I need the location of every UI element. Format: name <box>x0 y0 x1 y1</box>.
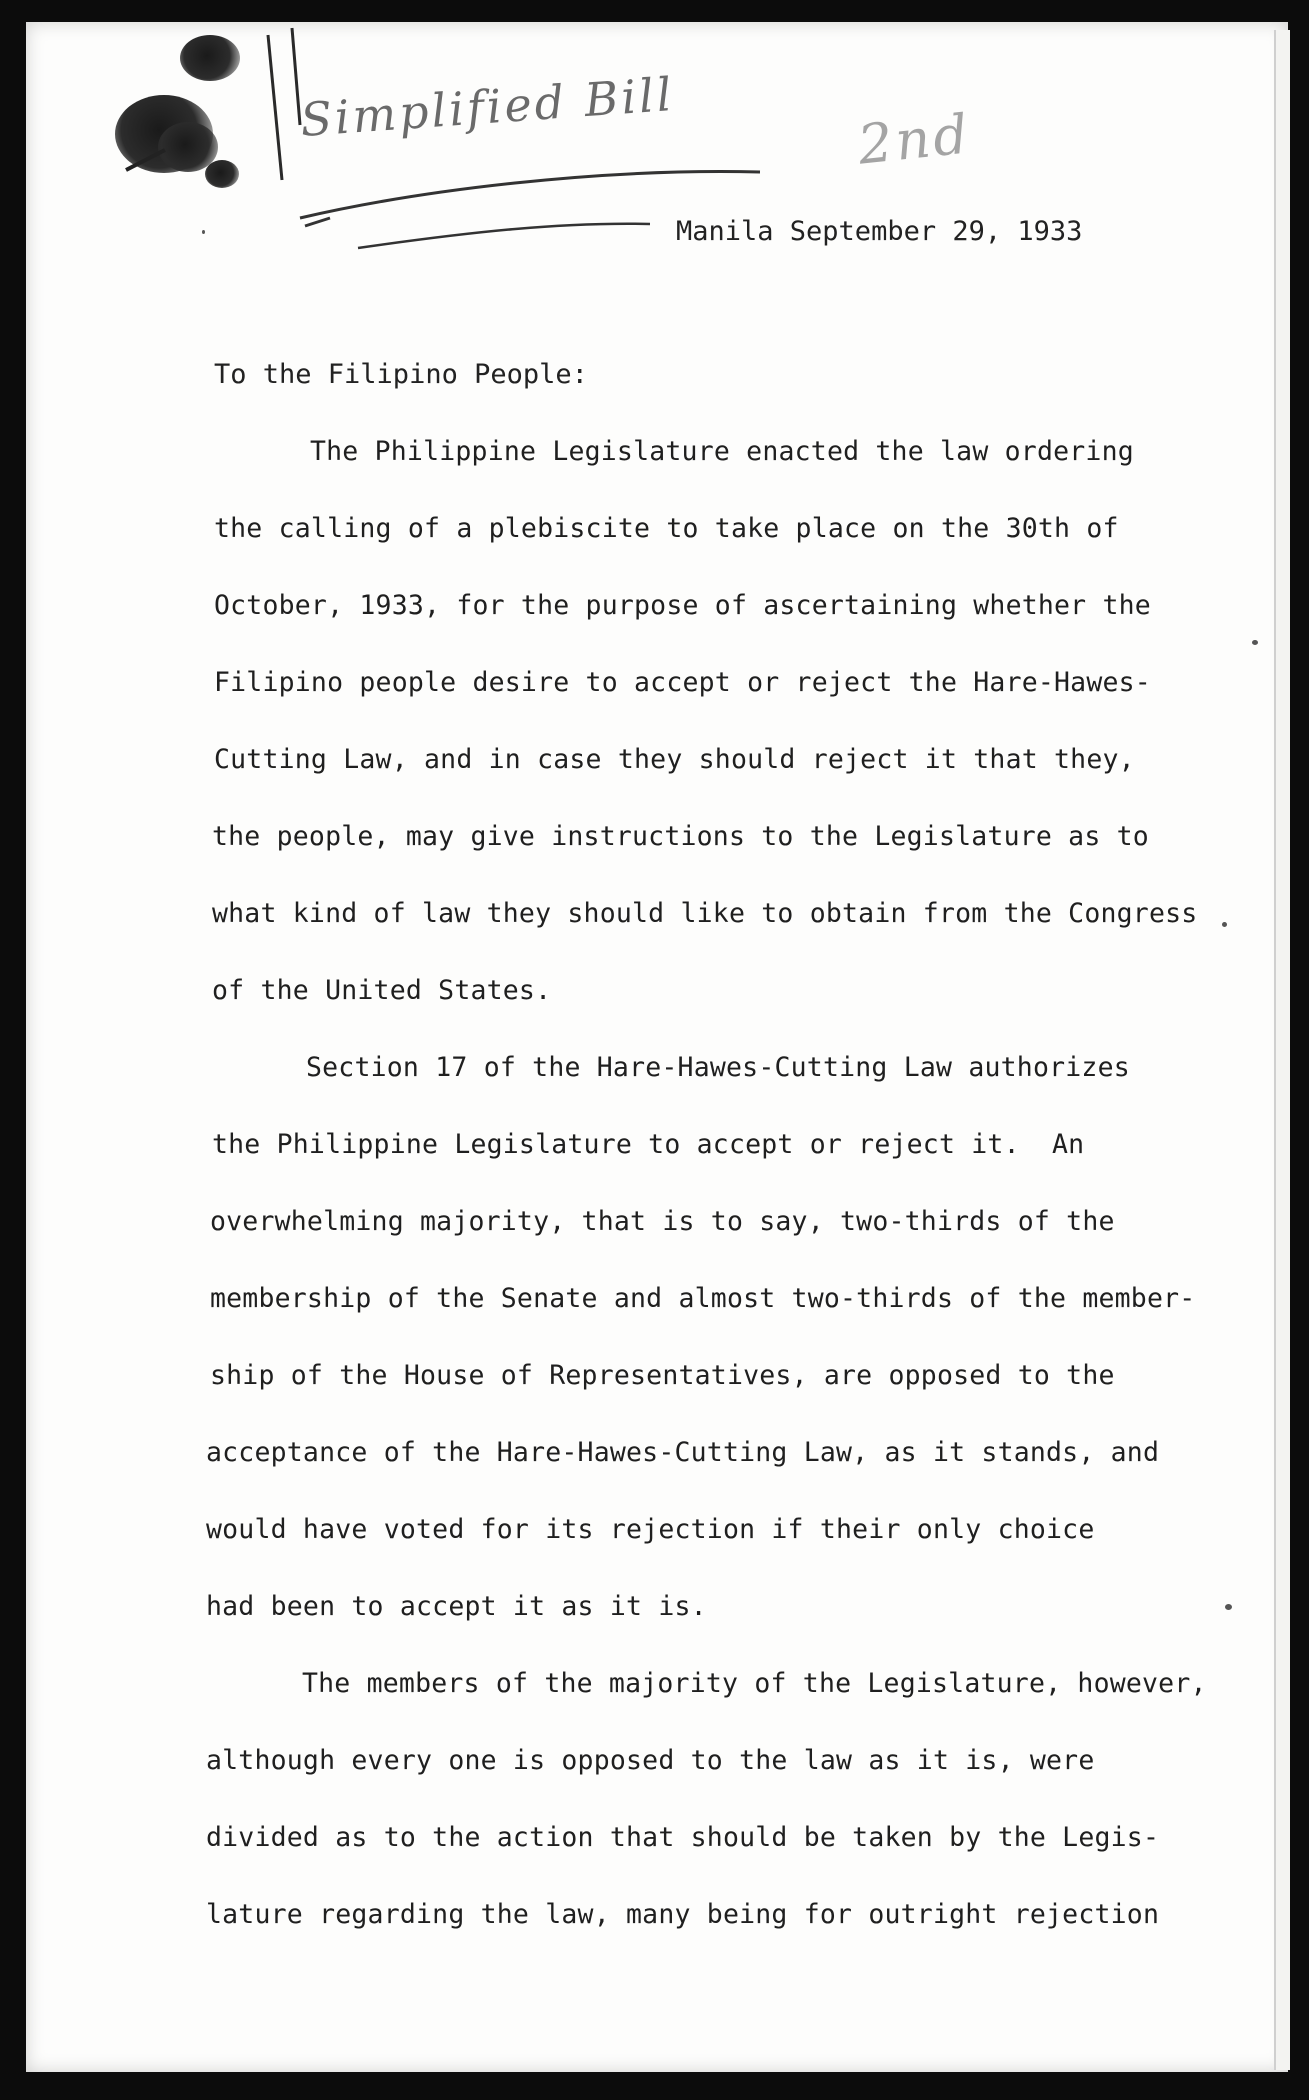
letter-dateline: Manila September 29, 1933 <box>676 216 1083 247</box>
handwritten-note-left: Simplified Bill <box>298 66 677 148</box>
body-line: ship of the House of Representatives, are opposed to the <box>210 1360 1115 1391</box>
body-line: would have voted for its rejection if their only choice <box>206 1514 1095 1545</box>
body-line: had been to accept it as it is. <box>206 1591 707 1622</box>
pen-stroke-underline-1 <box>300 172 760 218</box>
body-line: divided as to the action that should be taken by the Legis- <box>206 1822 1160 1853</box>
body-line: The members of the majority of the Legislature, however, <box>302 1668 1207 1699</box>
pen-stroke-vertical-1 <box>268 35 282 180</box>
body-line: the Philippine Legislature to accept or reject it. An <box>212 1129 1085 1160</box>
speck <box>1252 640 1258 645</box>
speck <box>1222 922 1227 927</box>
pen-stroke-bottom-left <box>126 150 165 170</box>
body-line: the calling of a plebiscite to take place on the 30th of <box>214 513 1119 544</box>
body-line: October, 1933, for the purpose of ascertaining whether the <box>214 590 1151 621</box>
handwritten-note-right: 2nd <box>855 102 974 177</box>
body-line: acceptance of the Hare-Hawes-Cutting Law, as it stands, and <box>206 1437 1160 1468</box>
body-line: The Philippine Legislature enacted the law ordering <box>310 436 1134 467</box>
letter-salutation: To the Filipino People: <box>214 359 588 390</box>
body-line: although every one is opposed to the law as it is, were <box>206 1745 1095 1776</box>
body-line: the people, may give instructions to the Legislature as to <box>212 821 1149 852</box>
body-line: of the United States. <box>212 975 552 1006</box>
body-line: Cutting Law, and in case they should reject it that they, <box>214 744 1135 775</box>
body-line: overwhelming majority, that is to say, two-thirds of the <box>210 1206 1115 1237</box>
body-line: what kind of law they should like to obtain from the Congress <box>212 898 1198 929</box>
speck <box>202 230 205 234</box>
body-line: Section 17 of the Hare-Hawes-Cutting Law authorizes <box>306 1052 1130 1083</box>
pen-stroke-underline-2 <box>358 224 650 248</box>
body-line: membership of the Senate and almost two-thirds of the member- <box>210 1283 1196 1314</box>
body-line: Filipino people desire to accept or reject the Hare-Hawes- <box>214 667 1151 698</box>
pen-stroke-tick <box>305 218 330 226</box>
speck <box>1225 1604 1232 1610</box>
body-line: lature regarding the law, many being for outright rejection <box>206 1899 1160 1930</box>
